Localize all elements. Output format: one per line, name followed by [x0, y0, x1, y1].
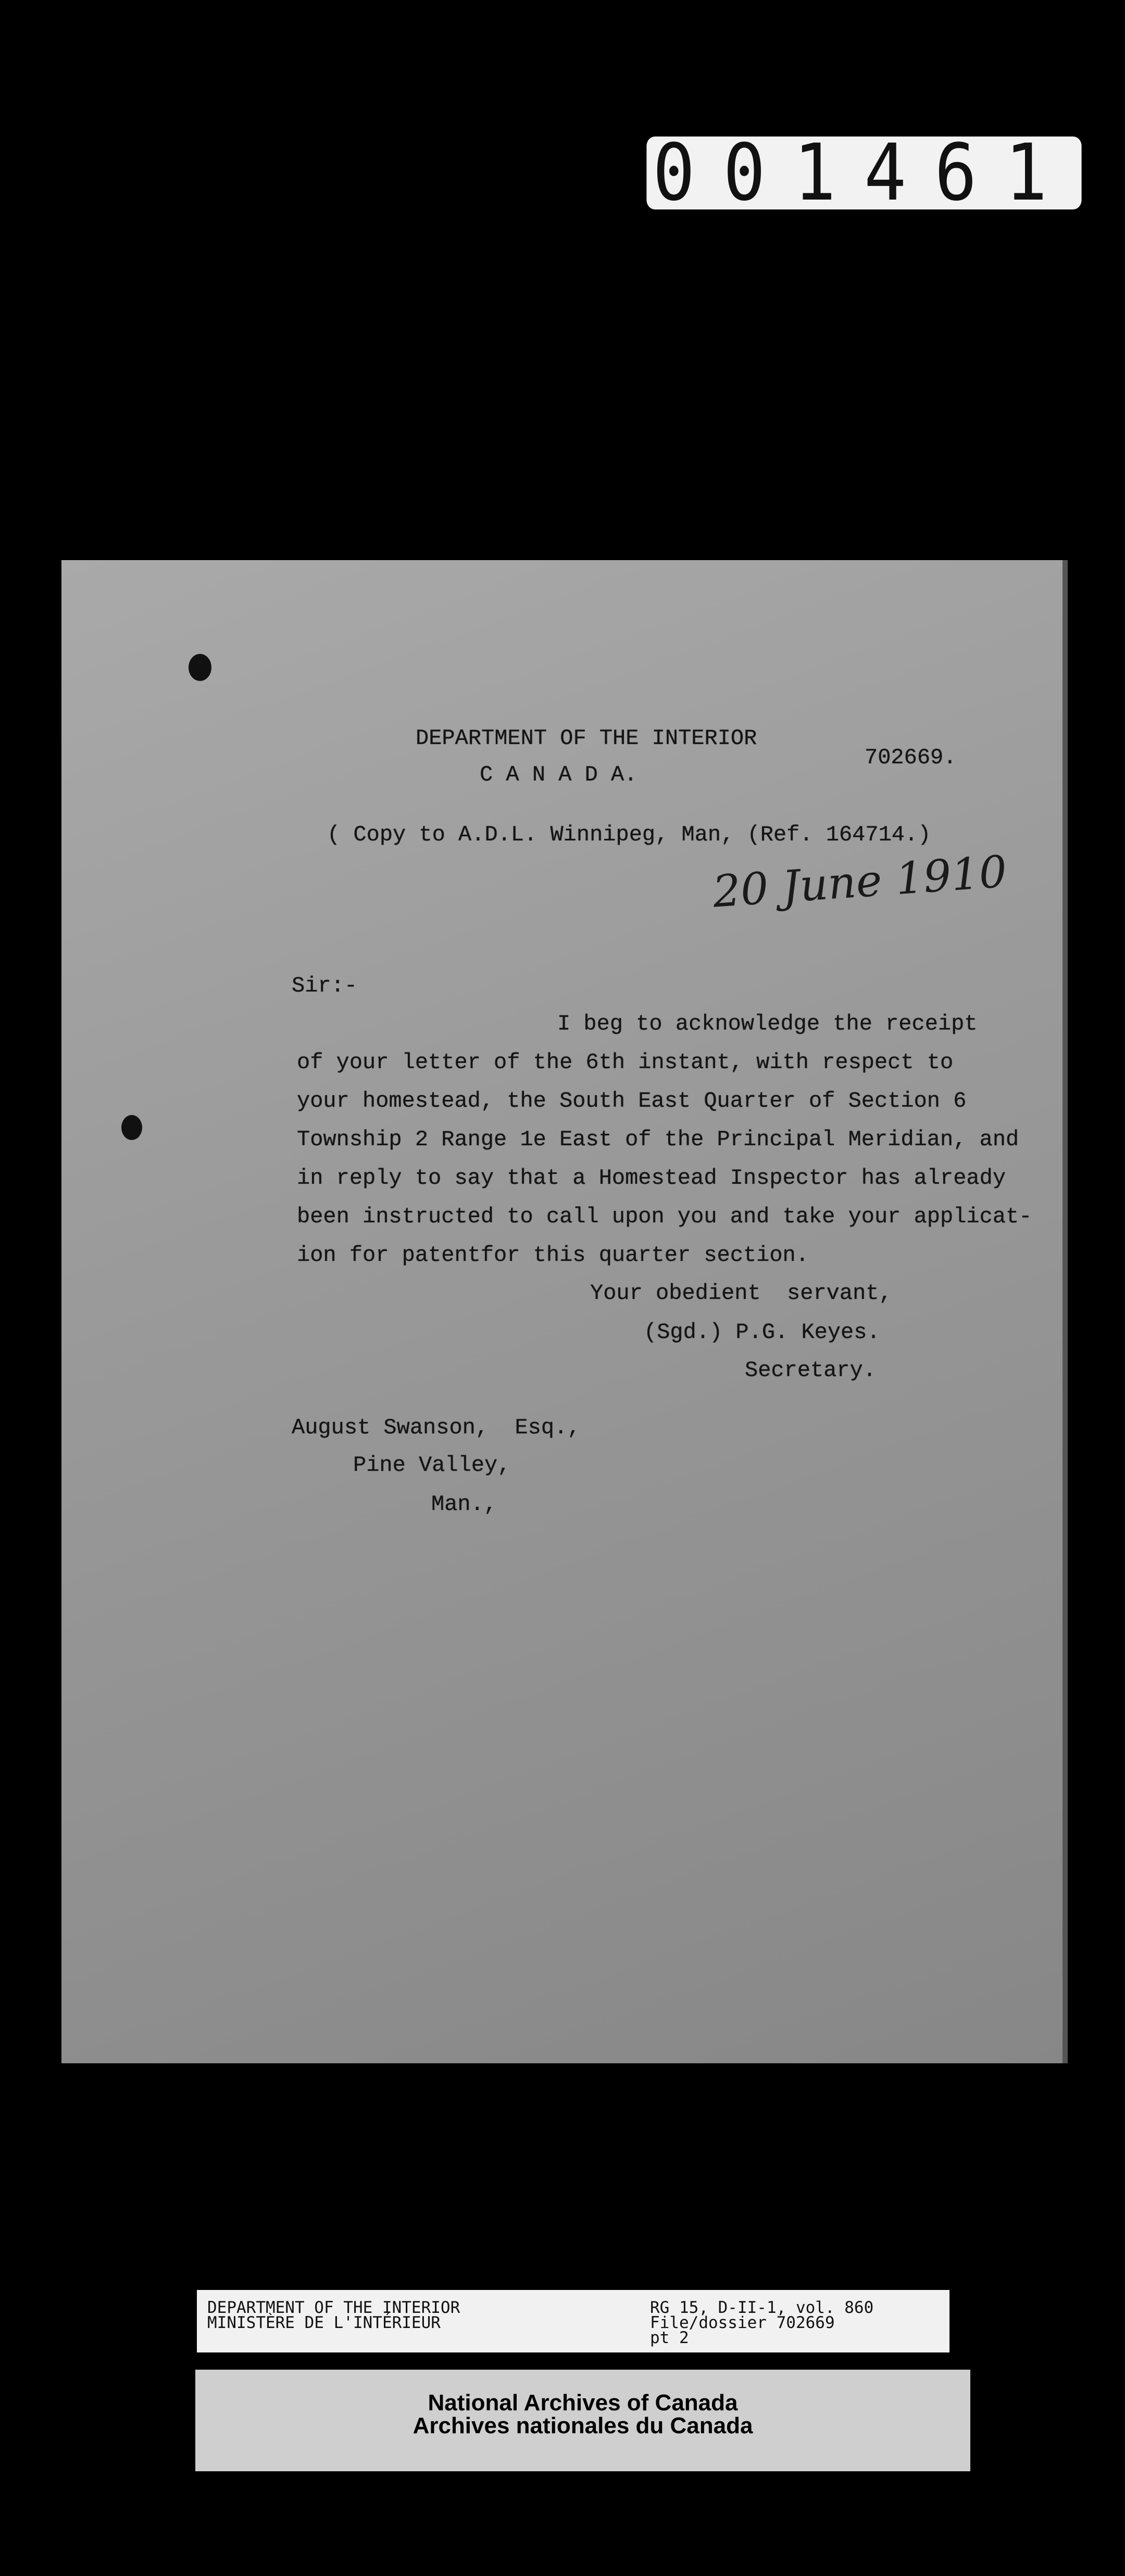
body-line-1: I beg to acknowledge the receipt — [557, 1011, 978, 1036]
body-line-7: ion for patentfor this quarter section. — [297, 1243, 809, 1268]
reference-number: 702669. — [865, 745, 957, 770]
copy-line: ( Copy to A.D.L. Winnipeg, Man, (Ref. 164714.) — [327, 822, 931, 847]
frame-number: 001461 — [646, 137, 1081, 209]
body-line-5: in reply to say that a Homestead Inspector has already — [297, 1166, 1006, 1191]
signatory-title: Secretary. — [745, 1358, 877, 1383]
dept-english: DEPARTMENT OF THE INTERIOR — [207, 2298, 460, 2317]
ref-line-3: pt 2 — [650, 2329, 689, 2347]
archive-reference-label — [197, 2290, 949, 2352]
ref-line-2: File/dossier 702669 — [650, 2313, 835, 2332]
addressee-province: Man., — [431, 1492, 497, 1517]
body-line-6: been instructed to call upon you and take your applicat- — [297, 1204, 1032, 1229]
body-line-4: Township 2 Range 1e East of the Principal Meridian, and — [297, 1127, 1019, 1152]
letter-page — [61, 560, 1068, 2063]
archives-french: Archives nationales du Canada — [413, 2413, 753, 2438]
heading-country: C A N A D A. — [480, 762, 638, 787]
body-line-2: of your letter of the 6th instant, with respect to — [297, 1050, 954, 1075]
dept-french: MINISTÈRE DE L'INTÉRIEUR — [207, 2313, 441, 2332]
addressee-place: Pine Valley, — [353, 1453, 511, 1478]
punch-hole-middle — [121, 1115, 142, 1140]
addressee-name: August Swanson, Esq., — [292, 1415, 581, 1440]
heading-department: DEPARTMENT OF THE INTERIOR — [416, 726, 757, 751]
punch-hole-top — [189, 654, 211, 681]
handwritten-date: 20 June 1910 — [711, 846, 1009, 918]
archives-label — [195, 2370, 970, 2471]
archives-english: National Archives of Canada — [428, 2390, 738, 2416]
body-line-3: your homestead, the South East Quarter of Section 6 — [297, 1088, 967, 1113]
closing: Your obedient servant, — [590, 1281, 892, 1306]
salutation: Sir:- — [292, 973, 358, 998]
ref-line-1: RG 15, D-II-1, vol. 860 — [650, 2298, 874, 2317]
signature: (Sgd.) P.G. Keyes. — [644, 1320, 880, 1345]
